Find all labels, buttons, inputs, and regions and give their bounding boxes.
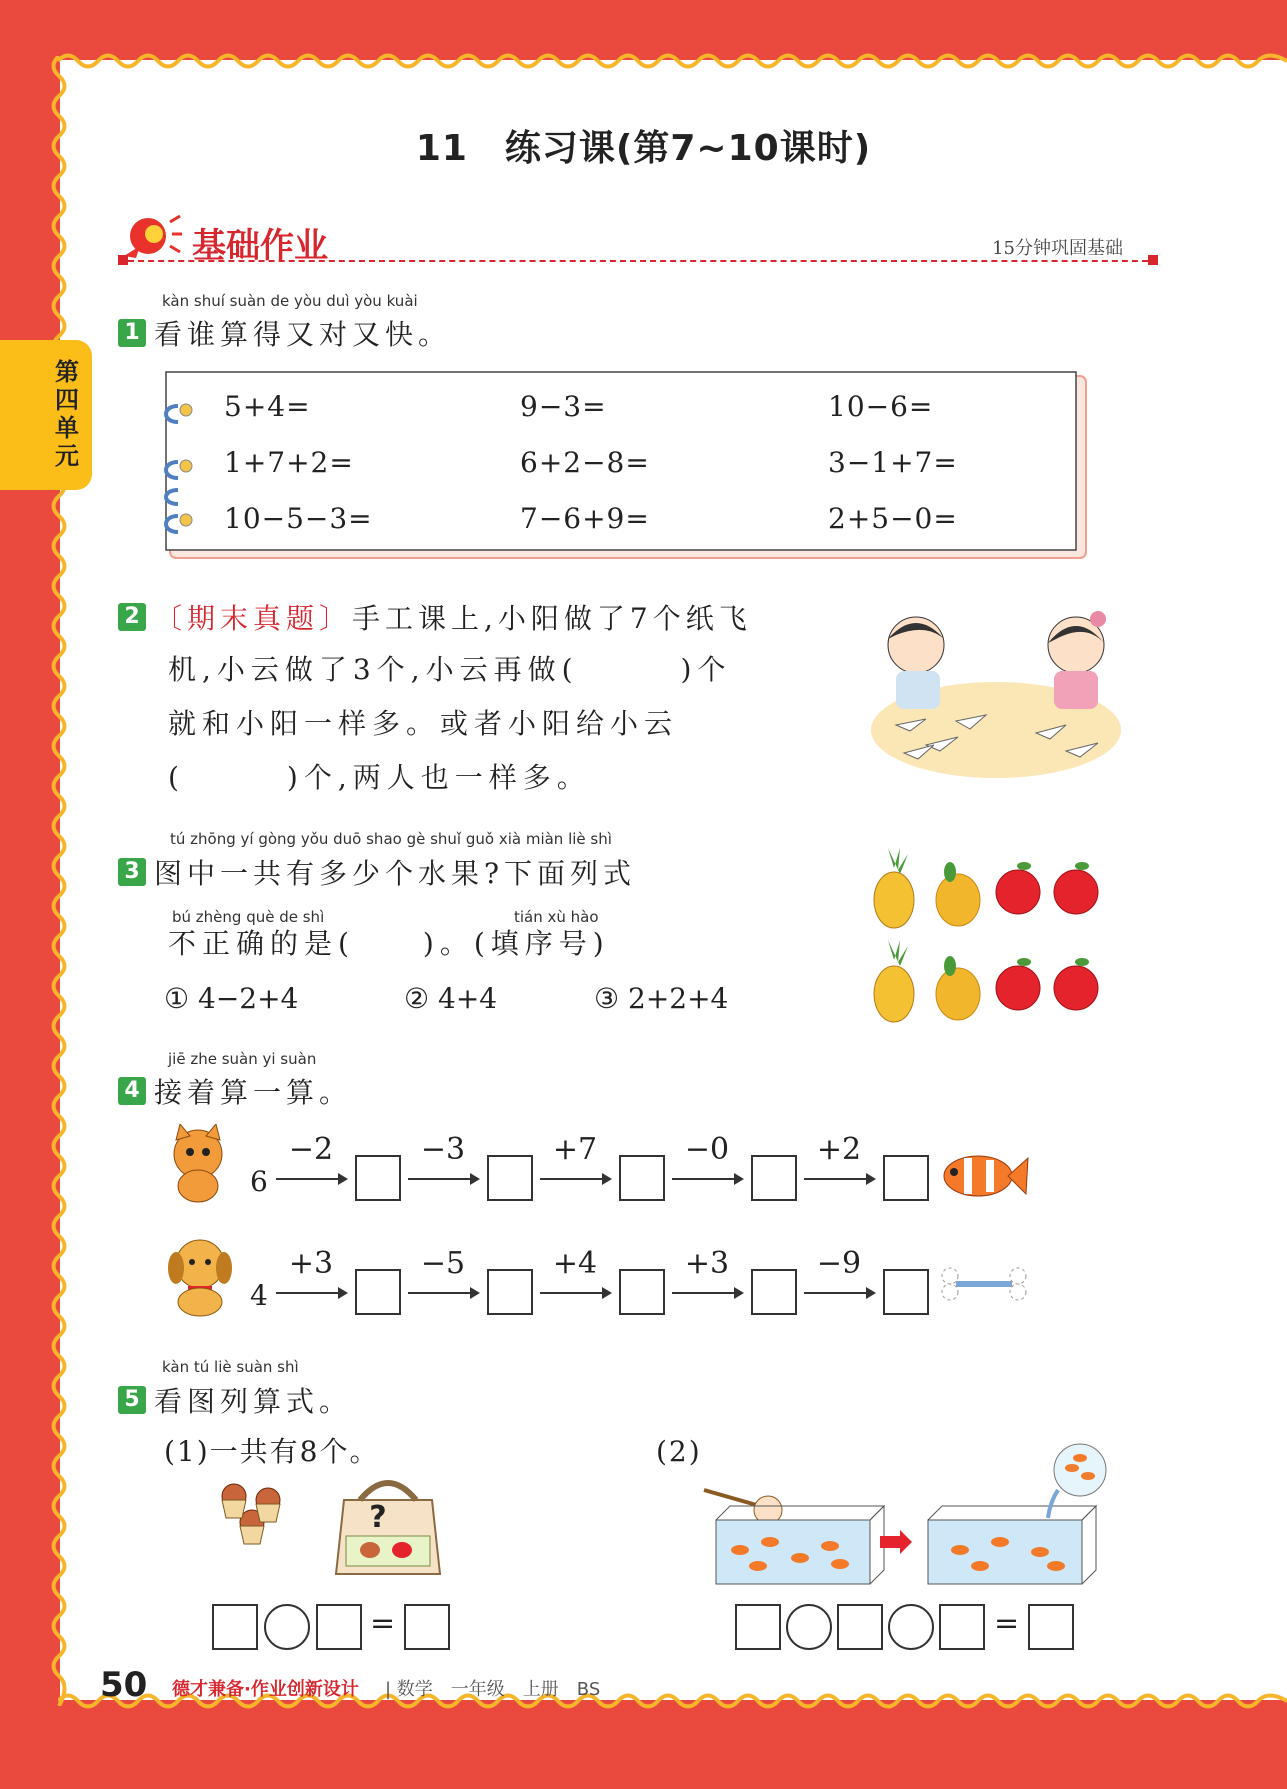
arrow-icon <box>672 1292 742 1294</box>
q4-row1-op: −0 <box>684 1132 730 1167</box>
q5-sub2-box[interactable] <box>939 1604 985 1650</box>
q5-sub2-box[interactable] <box>1028 1604 1074 1650</box>
arrow-icon <box>540 1292 610 1294</box>
q4-row1-answer-box[interactable] <box>355 1155 401 1201</box>
q3-option: ① 4−2+4 <box>164 982 299 1015</box>
q4-row2-answer-box[interactable] <box>883 1269 929 1315</box>
q2-heading <box>118 597 752 637</box>
q5-pinyin: kàn tú liè suàn shì <box>162 1358 299 1376</box>
q1-item: 10−5−3= <box>224 502 373 535</box>
section-header <box>118 212 1158 268</box>
q5-sub1-equals: = <box>370 1606 396 1641</box>
section-divider <box>118 260 1158 262</box>
q2-number: 2 <box>118 603 146 631</box>
q5-sub2-circle[interactable] <box>888 1604 934 1650</box>
q4-row2-op: −5 <box>420 1246 466 1281</box>
arrow-icon <box>276 1292 346 1294</box>
q4-row2-op: −9 <box>816 1246 862 1281</box>
q5-sub1-box[interactable] <box>212 1604 258 1650</box>
dog-icon <box>160 1236 244 1318</box>
q3-pinyin-3: tián xù hào <box>514 908 599 926</box>
q3-number: 3 <box>118 858 146 886</box>
q3-option: ② 4+4 <box>404 982 498 1015</box>
q5-sub1-circle[interactable] <box>264 1604 310 1650</box>
q2-tag: 〔期末真题〕 <box>154 602 353 635</box>
q3-pinyin-1: tú zhōng yí gòng yǒu duō shao gè shuǐ guǒ xià miàn liè shì <box>170 830 612 848</box>
q4-row2-op: +3 <box>288 1246 334 1281</box>
q1-item: 2+5−0= <box>828 502 958 535</box>
footer-brand: 德才兼备·作业创新设计 <box>172 1679 359 1700</box>
q1-item: 3−1+7= <box>828 446 958 479</box>
q1-item: 6+2−8= <box>520 446 650 479</box>
arrow-icon <box>276 1178 346 1180</box>
q4-row2-op: +3 <box>684 1246 730 1281</box>
q4-row1-op: +7 <box>552 1132 598 1167</box>
gift-box-question-mark: ? <box>369 1500 387 1535</box>
q4-row1-op: −2 <box>288 1132 334 1167</box>
q1-text: 看谁算得又对又快。 <box>154 318 452 351</box>
q4-row1-op: +2 <box>816 1132 862 1167</box>
q4-row2-start: 4 <box>250 1279 268 1312</box>
q4-row2-answer-box[interactable] <box>487 1269 533 1315</box>
divider-end-left <box>118 255 128 265</box>
fruits-illustration <box>866 848 1106 1028</box>
q4-pinyin: jiē zhe suàn yi suàn <box>168 1050 317 1068</box>
q1-item: 9−3= <box>520 390 607 423</box>
q4-row1-answer-box[interactable] <box>619 1155 665 1201</box>
q4-row2-op: +4 <box>552 1246 598 1281</box>
q4-row1-start: 6 <box>250 1165 268 1198</box>
cupcakes-illustration <box>212 1470 302 1550</box>
unit-tab-label: 第四单元 <box>55 358 79 470</box>
q4-row2-answer-box[interactable] <box>751 1269 797 1315</box>
q5-heading <box>118 1380 352 1420</box>
q5-sub2-box[interactable] <box>735 1604 781 1650</box>
q1-item: 7−6+9= <box>520 502 650 535</box>
q5-sub2-box[interactable] <box>837 1604 883 1650</box>
bone-icon <box>940 1262 1028 1306</box>
q2-line-3: 就和小阳一样多。或者小阳给小云 <box>168 707 679 740</box>
q3-text-1: 图中一共有多少个水果?下面列式 <box>154 857 637 890</box>
q4-row2-answer-box[interactable] <box>355 1269 401 1315</box>
q4-row1-answer-box[interactable] <box>751 1155 797 1201</box>
page-title: 11 练习课(第7~10课时) <box>415 128 872 169</box>
q4-row1-answer-box[interactable] <box>487 1155 533 1201</box>
q5-sub2-label: (2) <box>656 1435 702 1468</box>
q1-item: 5+4= <box>224 390 311 423</box>
q5-sub2-circle[interactable] <box>786 1604 832 1650</box>
q3-option: ③ 2+2+4 <box>594 982 729 1015</box>
q3-heading <box>118 852 636 892</box>
q4-number: 4 <box>118 1077 146 1105</box>
q1-pinyin: kàn shuí suàn de yòu duì yòu kuài <box>162 292 418 310</box>
arrow-icon <box>804 1178 874 1180</box>
cat-icon <box>160 1124 240 1204</box>
q3-pinyin-2: bú zhèng què de shì <box>172 908 325 926</box>
wavy-top-border <box>58 50 1287 72</box>
arrow-icon <box>408 1178 478 1180</box>
arrow-icon <box>408 1292 478 1294</box>
q5-text: 看图列算式。 <box>154 1385 353 1418</box>
q4-row1-op: −3 <box>420 1132 466 1167</box>
unit-tab <box>0 340 92 490</box>
pineapple-icon <box>874 848 914 1022</box>
q4-text: 接着算一算。 <box>154 1076 353 1109</box>
page-number: 50 <box>100 1665 148 1705</box>
wavy-left-border <box>48 56 70 1706</box>
arrow-icon <box>540 1178 610 1180</box>
q5-sub1-box[interactable] <box>404 1604 450 1650</box>
q1-item: 1+7+2= <box>224 446 354 479</box>
q1-item: 10−6= <box>828 390 934 423</box>
q5-sub1-box[interactable] <box>316 1604 362 1650</box>
divider-end-right <box>1148 255 1158 265</box>
arrow-icon <box>804 1292 874 1294</box>
section-title: 基础作业 <box>192 226 328 266</box>
fish-tanks-illustration <box>700 1440 1110 1592</box>
children-folding-planes-illustration <box>866 605 1126 780</box>
footer-subject: | 数学 一年级 上册 BS <box>385 1679 601 1700</box>
q1-notebook <box>160 370 1090 560</box>
q3-text-2: 不正确的是( )。(填序号) <box>168 927 610 960</box>
q5-number: 5 <box>118 1386 146 1414</box>
q5-sub2-equals: = <box>994 1606 1020 1641</box>
q2-line-4: ( )个,两人也一样多。 <box>168 761 591 794</box>
q4-row1-answer-box[interactable] <box>883 1155 929 1201</box>
q4-heading <box>118 1071 352 1111</box>
q2-line-2: 机,小云做了3个,小云再做( )个 <box>168 653 732 686</box>
q2-line-1: 手工课上,小阳做了7个纸飞 <box>352 602 752 635</box>
q1-heading <box>118 313 451 353</box>
fish-icon <box>938 1146 1030 1206</box>
q1-number: 1 <box>118 319 146 347</box>
arrow-icon <box>672 1178 742 1180</box>
q4-row2-answer-box[interactable] <box>619 1269 665 1315</box>
section-note: 15分钟巩固基础 <box>992 238 1123 259</box>
q5-sub1-label: (1)一共有8个。 <box>164 1435 380 1468</box>
